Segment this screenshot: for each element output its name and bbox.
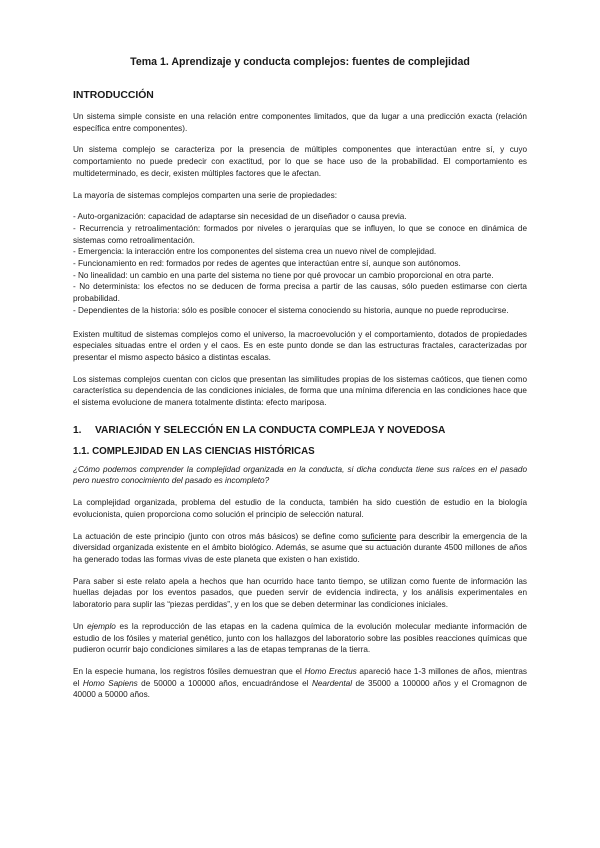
document-title: Tema 1. Aprendizaje y conducta complejos: fuentes de complejidad: [130, 56, 470, 68]
subsection-paragraph-2: [73, 531, 527, 566]
text-span: Un: [73, 621, 88, 631]
intro-heading: INTRODUCCIÓN: [73, 90, 154, 101]
text-span: es la reproducción de las etapas en la cadena química de la evolución molecular mediante información de estudio de los fósiles y material genético, junto con los hallazgos del laboratorio sobre las posibles reacciones químicas que pudieron ocurrir bajo condiciones similares a las de etapas tempranas de la tierra.: [73, 621, 527, 655]
intro-paragraph-4: Existen multitud de sistemas complejos como el universo, la macroevolución y el comportamiento, dotados de propiedades especiales situadas entre el orden y el caos. Es en este punto donde se dan las estructuras fractales, caracterizadas por presentar el mismo aspecto básico a distintas escalas.: [73, 329, 527, 362]
properties-list: [73, 211, 527, 316]
list-item: - No linealidad: un cambio en una parte del sistema no tiene por qué provocar un cambio proporcional en otra parte.: [73, 270, 494, 280]
text-span: de 50000 a 100000 años, encuadrándose el: [137, 678, 312, 688]
list-item: - Auto-organización: capacidad de adaptarse sin necesidad de un diseñador o causa previa.: [73, 212, 407, 222]
section-1-heading: [73, 425, 527, 436]
intro-paragraph-1: Un sistema simple consiste en una relación entre componentes limitados, que da lugar a una predicción exacta (relación específica entre componentes).: [73, 112, 527, 133]
italic-term: Homo Sapiens: [82, 678, 138, 688]
text-span: para describir la emergencia de la diversidad organizada existente en el ámbito biológico. Además, se asume que su actuación durante 4500 millones de años ha generado todas las formas vivas de este planeta que existen o han existido.: [73, 531, 527, 564]
text-span: En la especie humana, los registros fósiles demuestran que el: [73, 666, 305, 676]
text-span: La actuación de este principio (junto con otros más básicos) se define como: [73, 531, 362, 541]
section-1-number: 1.: [73, 424, 82, 436]
list-item: - Recurrencia y retroalimentación: formados por niveles o jerarquías que se influyen, lo que se conoce en dinámica de sistemas como retroalimentación.: [73, 223, 527, 245]
italic-term: ejemplo: [87, 621, 116, 631]
subsection-paragraph-4: [73, 621, 527, 656]
list-item: - Funcionamiento en red: formados por redes de agentes que interactúan entre sí, aunque son autónomos.: [73, 259, 461, 269]
subsection-question: ¿Cómo podemos comprender la complejidad organizada en la conducta, si dicha conducta tiene sus raíces en el pasado pero nuestro conocimiento del pasado es incompleto?: [73, 464, 527, 486]
subsection-1-1-heading: 1.1. COMPLEJIDAD EN LAS CIENCIAS HISTÓRICAS: [73, 445, 315, 457]
list-item: - No determinista: los efectos no se deducen de forma precisa a partir de las causas, sólo pueden estimarse con cierta probabilidad.: [73, 282, 527, 304]
underlined-term: suficiente: [361, 531, 397, 541]
list-item: - Emergencia: la interacción entre los componentes del sistema crea un nuevo nivel de complejidad.: [73, 247, 437, 257]
italic-term: Neardental: [311, 678, 353, 688]
text-span: de 35000 a 100000 años y el Cromagnon de 40000 a 50000 años.: [73, 678, 527, 700]
intro-paragraph-2: Un sistema complejo se caracteriza por la presencia de múltiples componentes que interactúan entre sí, y cuyo comportamiento no puede predecir con exactitud, por lo que se hace uso de la probabilidad. El comportamiento es multideterminado, es decir, existen múltiples factores que le afectan.: [73, 145, 527, 178]
section-1-title: VARIACIÓN Y SELECCIÓN EN LA CONDUCTA COMPLEJA Y NOVEDOSA: [95, 424, 446, 436]
subsection-paragraph-1: La complejidad organizada, problema del estudio de la conducta, también ha sido cuestión de estudio en la biología evolucionista, quien proporciona como solución el principio de selección natural.: [73, 498, 527, 519]
intro-paragraph-5: Los sistemas complejos cuentan con ciclos que presentan las similitudes propias de los sistemas caóticos, que tienen como característica su dependencia de las condiciones iniciales, de forma que una mínima diferencia en las condiciones hace que el sistema evolucione de manera totalmente distinta: efecto mariposa.: [73, 374, 527, 408]
text-span: apareció hace 1-3 millones de años, mientras el: [73, 666, 527, 688]
intro-paragraph-3: La mayoría de sistemas complejos comparten una serie de propiedades:: [73, 190, 337, 200]
italic-term: Homo Erectus: [304, 666, 357, 676]
subsection-paragraph-5: [73, 666, 527, 701]
subsection-paragraph-3: Para saber si este relato apela a hechos que han ocurrido hace tanto tiempo, se utilizan como fuente de información las huellas dejadas por los eventos pasados, que pueden servir de evidencia indirecta, y los análisis experimentales en laboratorio para suplir las “piezas perdidas”, y en los que se deben determinar las condiciones iniciales.: [73, 576, 527, 610]
list-item: - Dependientes de la historia: sólo es posible conocer el sistema conociendo su historia, aunque no puede reproducirse.: [73, 305, 509, 315]
